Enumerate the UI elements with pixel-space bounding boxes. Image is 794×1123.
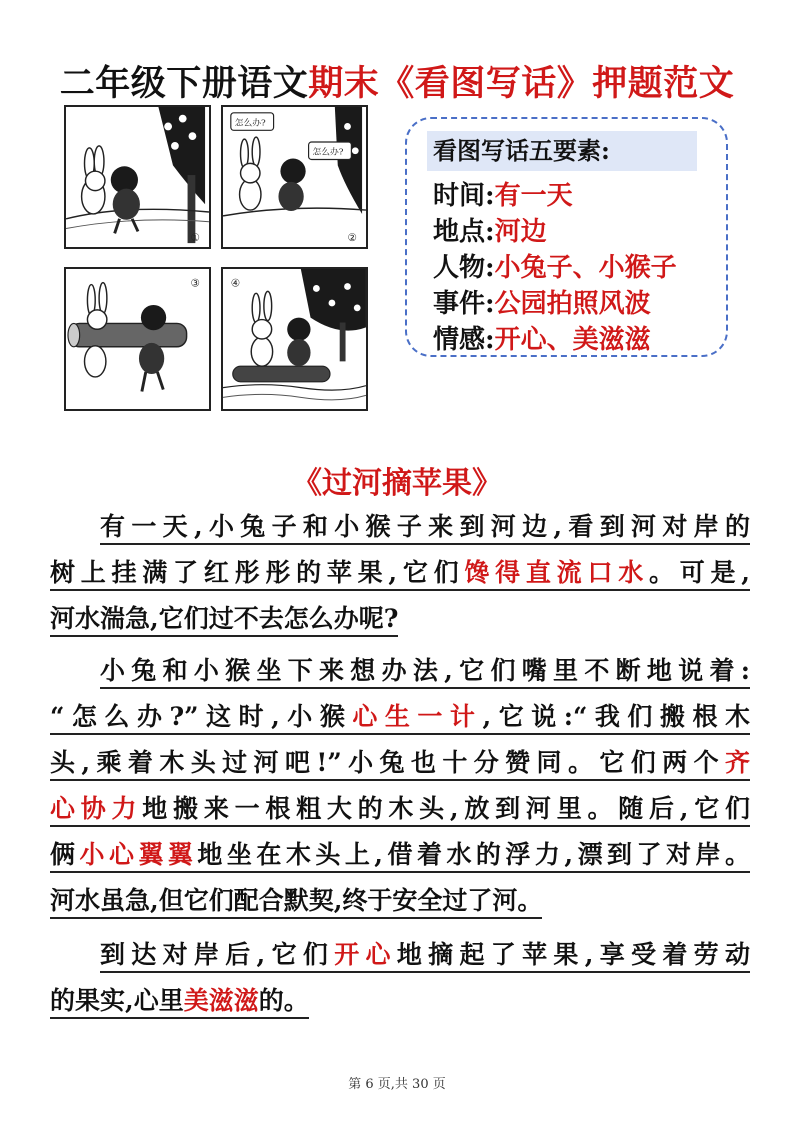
element-row-time: 时间:有一天 (433, 181, 573, 211)
panel-number: ② (347, 231, 358, 245)
story-title: 《过河摘苹果》 (292, 466, 502, 501)
title-part1: 二年级下册语文 (59, 64, 309, 104)
page-footer: 第 6 页,共 30 页 (348, 1077, 446, 1092)
comic-panel-1 (64, 105, 211, 249)
comic-panel-2 (221, 105, 368, 249)
story-paragraph-1: 有一天,小兔子和小猴子来到河边,看到河对岸的 树上挂满了红彤彤的苹果,它们馋得直流口水。可是, 河水湍急,它们过不去怎么办呢? (50, 506, 750, 644)
element-row-event: 事件:公园拍照风波 (433, 289, 651, 319)
comic-panel-3 (64, 267, 211, 411)
speech-bubble-rabbit: 怎么办? (234, 118, 266, 129)
five-elements-box (405, 117, 728, 357)
story-paragraph-3: 到达对岸后,它们开心地摘起了苹果,享受着劳动 的果实,心里美滋滋的。 (50, 934, 750, 1026)
element-row-place: 地点:河边 (433, 217, 547, 247)
comic-panel-4 (221, 267, 368, 411)
page-title (0, 56, 794, 106)
panel-number: ④ (230, 276, 241, 290)
crossing-river-illustration (223, 269, 366, 409)
speech-bubble-monkey: 怎么办? (312, 147, 344, 158)
element-row-characters: 人物:小兔子、小猴子 (433, 253, 677, 283)
carrying-log-illustration (66, 269, 209, 409)
element-row-emotion: 情感:开心、美滋滋 (433, 325, 651, 355)
panel-number: ① (190, 231, 201, 245)
story-paragraph-2: 小兔和小猴坐下来想办法,它们嘴里不断地说着: “怎么办?”这时,小猴心生一计,它说:“我们搬根木 头,乘着木头过河吧!”小兔也十分赞同。它们两个齐 心协力地搬来一根粗大的木头,放到河里。随后,它们 俩小心翼翼地坐在木头上,借着水的浮力,漂到了对岸。 河水虽急,但它们配合默契,终于安全过了河。 (50, 650, 750, 926)
rabbit-monkey-thinking-illustration (223, 107, 366, 247)
five-elements-heading: 看图写话五要素: (427, 131, 697, 171)
panel-number: ③ (190, 276, 201, 290)
comic-panels (64, 105, 358, 413)
title-part2: 期末《看图写话》押题范文 (308, 64, 735, 104)
rabbit-monkey-walking-illustration (66, 107, 209, 247)
